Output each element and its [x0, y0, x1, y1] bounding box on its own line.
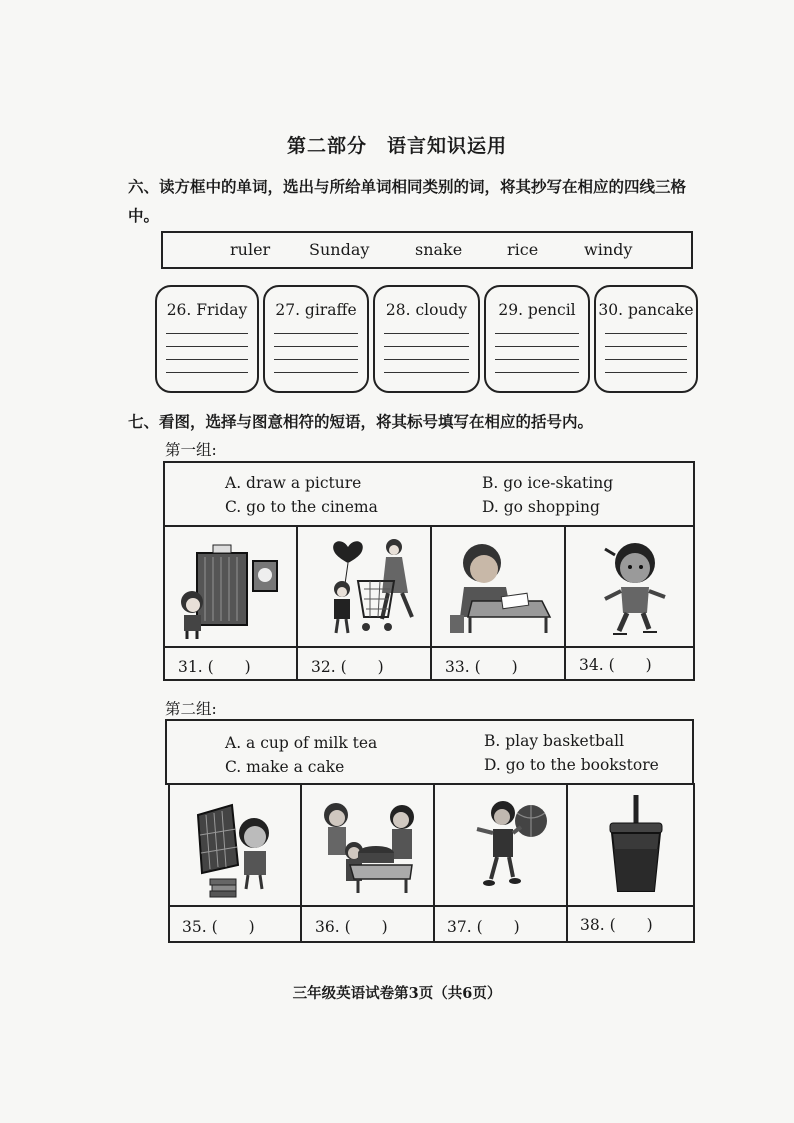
option: D. go shopping: [482, 498, 600, 516]
shopping-illustration: [308, 533, 426, 643]
answer-38[interactable]: 38. ( ): [580, 916, 653, 934]
group2-label: 第二组:: [165, 700, 217, 718]
word-bank-word: Sunday: [309, 240, 370, 259]
writing-card-27[interactable]: [263, 285, 369, 393]
writing-card-30[interactable]: [594, 285, 698, 393]
word-bank-word: rice: [507, 240, 539, 259]
answer-34[interactable]: 34. ( ): [579, 656, 652, 674]
option: A. draw a picture: [225, 474, 362, 492]
group1-label: 第一组:: [165, 441, 217, 459]
card-label: 30. pancake: [598, 301, 694, 319]
group2-picture-grid: [168, 783, 695, 943]
answer-36[interactable]: 36. ( ): [315, 918, 388, 936]
group2-options: [165, 719, 694, 785]
word-bank-word: windy: [584, 240, 633, 259]
page-footer: 三年级英语试卷第3页（共6页）: [292, 985, 502, 1002]
make-cake-illustration: [314, 795, 426, 901]
card-label: 28. cloudy: [385, 301, 468, 319]
answer-33[interactable]: 33. ( ): [445, 658, 518, 676]
drawing-illustration: [442, 537, 557, 641]
card-label: 27. giraffe: [275, 301, 357, 319]
milk-tea-illustration: [590, 793, 680, 901]
option: B. go ice-skating: [482, 474, 614, 492]
ice-skating-illustration: [575, 535, 690, 643]
group1-options: [163, 461, 695, 527]
word-bank-word: snake: [415, 240, 463, 259]
option: A. a cup of milk tea: [225, 734, 378, 752]
section-title: 第二部分 语言知识运用: [286, 135, 507, 157]
cinema-illustration: [175, 535, 290, 643]
option: C. go to the cinema: [225, 498, 378, 516]
answer-32[interactable]: 32. ( ): [311, 658, 384, 676]
q7-instruction: 七、看图，选择与图意相符的短语，将其标号填写在相应的括号内。: [128, 412, 594, 431]
answer-35[interactable]: 35. ( ): [182, 918, 255, 936]
card-label: 26. Friday: [166, 301, 248, 319]
bookstore-illustration: [182, 795, 294, 901]
writing-card-26[interactable]: [155, 285, 259, 393]
card-label: 29. pencil: [498, 301, 576, 319]
group1-picture-grid: [163, 525, 695, 681]
writing-card-28[interactable]: [373, 285, 480, 393]
basketball-illustration: [447, 793, 559, 901]
answer-37[interactable]: 37. ( ): [447, 918, 520, 936]
writing-card-29[interactable]: [484, 285, 590, 393]
option: B. play basketball: [484, 732, 625, 750]
word-bank-box: [161, 231, 693, 269]
option: D. go to the bookstore: [484, 756, 659, 774]
option: C. make a cake: [225, 758, 345, 776]
word-bank-word: ruler: [230, 240, 271, 259]
answer-31[interactable]: 31. ( ): [178, 658, 251, 676]
q6-instruction: 六、读方框中的单词，选出与所给单词相同类别的词，将其抄写在相应的四线三格中。: [128, 177, 687, 225]
